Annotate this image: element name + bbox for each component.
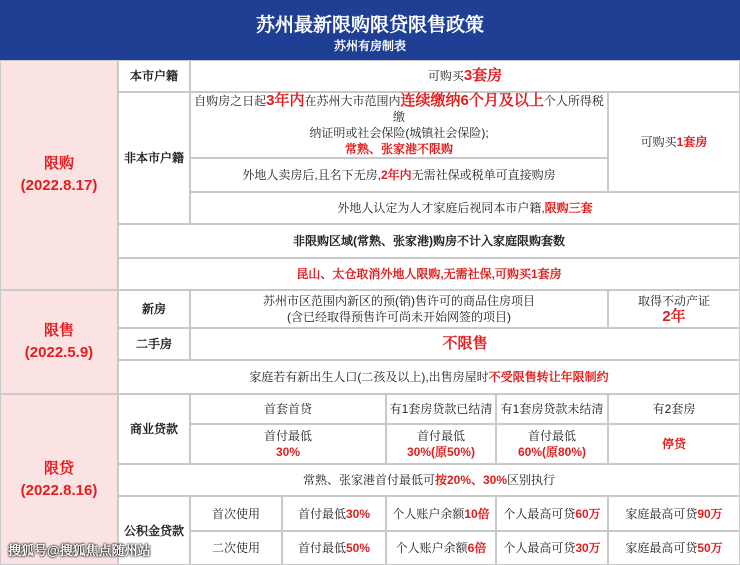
local-value-em: 3套房	[463, 67, 503, 84]
loan-note-em: 按20%、30%	[434, 473, 508, 487]
purchase-title: 限购	[43, 155, 74, 172]
loan-date: (2022.8.16)	[20, 481, 98, 499]
loan-note-post: 区别执行	[507, 473, 556, 487]
nl-a4: 连续缴纳6个月及以上	[400, 92, 544, 109]
fund-row-down-payment	[282, 496, 386, 531]
fund-acc-line	[392, 506, 489, 522]
fund-row-down-payment	[282, 531, 386, 565]
fund-ind-pre: 个人最高可贷	[503, 506, 576, 521]
dp1-label: 首付最低	[263, 429, 312, 443]
fund-fam-em: 90万	[697, 506, 723, 521]
nl-line2: 纳证明或社会保险(城镇社会保险);	[309, 126, 489, 140]
nonlocal-condition-b	[190, 158, 608, 192]
loan-header-second: 有1套房贷款已结清	[386, 394, 496, 424]
nl-a3: 在苏州大市范围内	[304, 94, 401, 108]
dp2-value: 30%(原50%)	[406, 445, 476, 459]
nl-right-em: 1套房	[676, 135, 708, 149]
page-subtitle: 苏州有房制表	[333, 39, 406, 53]
fund-row-family	[608, 531, 740, 565]
fund-ind-line	[503, 540, 600, 556]
fund-fam-line	[625, 506, 722, 522]
fund-ind-pre: 个人最高可贷	[503, 541, 576, 555]
fund-loan-label: 公积金贷款	[118, 496, 190, 565]
down-payment-fourth: 停贷	[608, 424, 740, 464]
loan-header-first: 首套首贷	[190, 394, 386, 424]
local-value-line	[428, 68, 502, 84]
new-house-condition	[190, 290, 608, 328]
loan-title: 限贷	[43, 459, 74, 477]
purchase-note-2: 昆山、太仓取消外地人限购,无需社保,可购买1套房	[118, 258, 740, 290]
commercial-loan-label: 商业贷款	[118, 394, 190, 464]
down-payment-first	[190, 424, 386, 464]
fund-row-use: 二次使用	[190, 531, 282, 565]
nl-c-line	[337, 200, 592, 216]
fund-row-individual	[496, 531, 608, 565]
purchase-date: (2022.8.17)	[20, 177, 98, 194]
new-house-label: 新房	[118, 290, 190, 328]
fund-row-family	[608, 496, 740, 531]
fund-dp-em: 30%	[345, 506, 371, 521]
sale-section-label	[0, 290, 118, 394]
fund-ind-em: 60万	[575, 506, 601, 521]
header	[0, 0, 740, 60]
fund-acc-em: 6倍	[467, 541, 487, 555]
purchase-section-label	[0, 60, 118, 290]
fund-row-account	[386, 496, 496, 531]
page-title: 苏州最新限购限贷限售政策	[255, 15, 484, 36]
nonlocal-right-value	[608, 92, 740, 192]
sale-note-line	[249, 369, 608, 385]
nl-line1	[191, 93, 607, 125]
nl-a1: 自购房之日起	[194, 94, 267, 108]
down-payment-second	[386, 424, 496, 464]
down-payment-third	[496, 424, 608, 464]
new-right2: 2年	[662, 308, 686, 325]
fund-ind-line	[503, 506, 600, 522]
nl-b1: 外地人卖房后,且名下无房,	[242, 168, 381, 182]
nl-right-line	[641, 134, 708, 150]
fund-fam-em: 50万	[697, 541, 723, 555]
fund-fam-line	[625, 540, 722, 556]
fund-acc-pre: 个人账户余额	[395, 541, 468, 555]
dp1-value: 30%	[275, 445, 301, 459]
loan-note-pre: 常熟、张家港首付最低可	[302, 473, 435, 487]
fund-dp-pre: 首付最低	[297, 506, 346, 521]
nl-a5: 个人所得税缴	[392, 94, 604, 124]
nl-c1: 外地人认定为人才家庭后视同本市户籍,	[337, 201, 545, 215]
purchase-note-1: 非限购区域(常熟、张家港)购房不计入家庭限购套数	[118, 224, 740, 258]
fund-row-individual	[496, 496, 608, 531]
local-hukou-value	[190, 60, 740, 92]
watermark: 搜狐号@搜狐焦点随州站	[8, 543, 151, 558]
dp3-label: 首付最低	[527, 429, 576, 443]
loan-header-fourth: 有2套房	[608, 394, 740, 424]
new-house-restriction	[608, 290, 740, 328]
fund-dp-em: 50%	[345, 541, 371, 555]
fund-row-account	[386, 531, 496, 565]
fund-dp-line	[298, 506, 370, 522]
sale-note	[118, 360, 740, 394]
dp2-label: 首付最低	[416, 429, 465, 443]
nl-b-line	[242, 167, 555, 183]
local-value-pre: 可购买	[427, 69, 464, 83]
fund-fam-pre: 家庭最高可贷	[625, 541, 698, 555]
local-hukou-label: 本市户籍	[118, 60, 190, 92]
fund-acc-line	[396, 540, 487, 556]
sale-title: 限售	[43, 322, 74, 339]
fund-row-use: 首次使用	[190, 496, 282, 531]
nl-b3: 无需社保或税单可直接购房	[411, 168, 556, 182]
nl-line3: 常熟、张家港不限购	[344, 142, 453, 156]
new-text1: 苏州市区范围内新区的预(销)售许可的商品住房项目	[263, 294, 535, 308]
nl-right-pre: 可购买	[640, 135, 677, 149]
fund-dp-line	[298, 540, 370, 556]
sale-date: (2022.5.9)	[24, 344, 94, 361]
loan-note-line	[303, 472, 555, 488]
nonlocal-condition-a	[190, 92, 608, 158]
dp3-value: 60%(原80%)	[517, 445, 587, 459]
nonlocal-condition-c	[190, 192, 740, 224]
fund-dp-pre: 首付最低	[297, 541, 346, 555]
second-hand-label: 二手房	[118, 328, 190, 360]
sale-note-em: 不受限售转让年限制约	[488, 370, 609, 384]
new-text2: (含已经取得预售许可尚未开始网签的项目)	[287, 310, 511, 324]
loan-header-third: 有1套房贷款未结清	[496, 394, 608, 424]
fund-acc-em: 10倍	[464, 506, 490, 521]
sale-note-pre: 家庭若有新出生人口(二孩及以上),出售房屋时	[249, 370, 489, 384]
fund-fam-pre: 家庭最高可贷	[625, 506, 698, 521]
fund-acc-pre: 个人账户余额	[392, 506, 465, 521]
nl-c2: 限购三套	[544, 201, 593, 215]
second-hand-value: 不限售	[190, 328, 740, 360]
nonlocal-hukou-label: 非本市户籍	[118, 92, 190, 224]
new-right1: 取得不动产证	[637, 294, 710, 308]
nl-a2: 3年内	[266, 92, 305, 109]
loan-note	[118, 464, 740, 496]
nl-b2: 2年内	[380, 168, 412, 182]
fund-ind-em: 30万	[575, 541, 601, 555]
